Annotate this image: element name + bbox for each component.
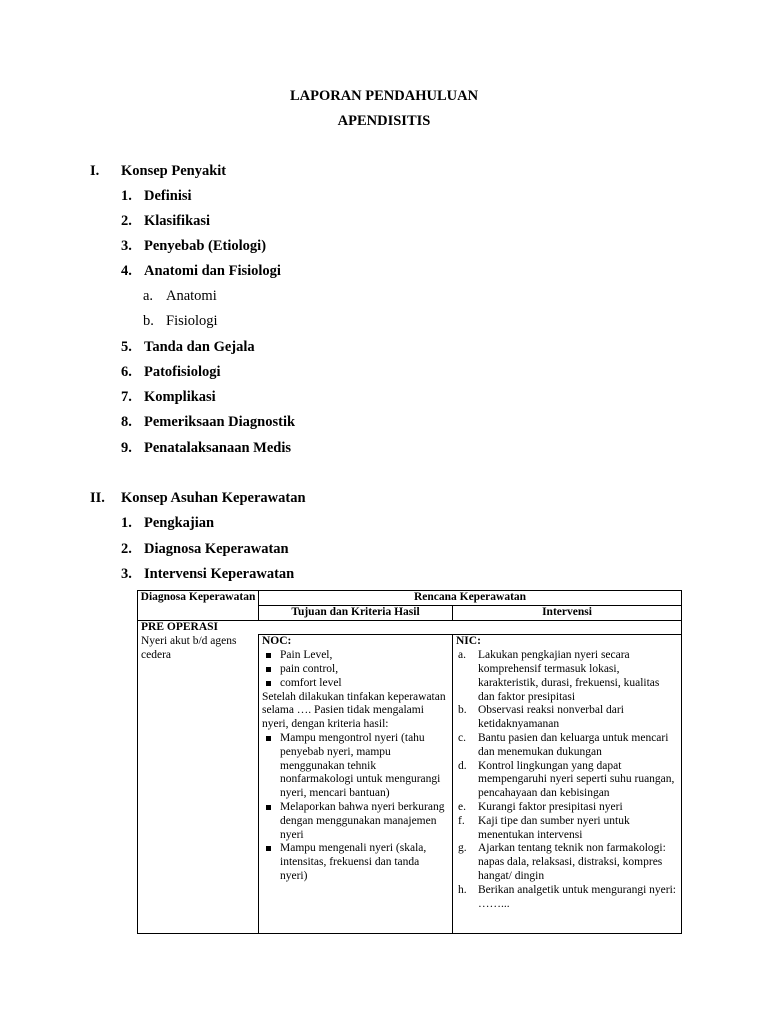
section-1-item: 9. Penatalaksanaan Medis [121, 440, 292, 456]
nic-item: g. Ajarkan tentang teknik non farmakologi: napas dala, relaksasi, distraksi, kompres hangat/ dingin [458, 842, 666, 882]
section-1-item: 2. Klasifikasi [121, 213, 211, 229]
section-1-item: 7. Komplikasi [121, 389, 216, 405]
criteria-item: Mampu mengenali nyeri (skala, intensitas, frekuensi dan tanda nyeri) [262, 842, 449, 883]
criteria-item: Melaporkan bahwa nyeri berkurang dengan menggunakan manajemen nyeri [262, 801, 449, 842]
section-2-title: Konsep Asuhan Keperawatan [121, 490, 306, 506]
header-intervensi: Intervensi [453, 605, 682, 620]
document-title: LAPORAN PENDAHULUAN [289, 88, 479, 104]
care-plan-table [137, 590, 682, 934]
header-tujuan: Tujuan dan Kriteria Hasil [259, 605, 453, 620]
section-1-numeral: I. [90, 163, 100, 179]
document-subtitle: APENDISITIS [337, 113, 431, 129]
criteria-list [262, 732, 449, 884]
header-diagnosa: Diagnosa Keperawatan [138, 591, 259, 621]
noc-text: Setelah dilakukan tinfakan keperawatan selama …. Pasien tidak mengalami nyeri, dengan kriteria hasil: [262, 690, 446, 731]
section-1-subitem: a. Anatomi [143, 288, 217, 304]
noc-list [262, 649, 449, 690]
nic-item: b. Observasi reaksi nonverbal dari ketidaknyamanan [458, 704, 624, 731]
nic-list [456, 649, 678, 911]
nic-item: e. Kurangi faktor presipitasi nyeri [458, 800, 623, 813]
diagnosis-cell [138, 635, 259, 934]
diagnosis-text: Nyeri akut b/d agens cedera [141, 634, 237, 661]
section-1-item: 3. Penyebab (Etiologi) [121, 238, 267, 254]
nic-item: h. Berikan analgetik untuk mengurangi nyeri: ……... [458, 883, 676, 910]
noc-cell [259, 635, 453, 934]
noc-item: pain control, [262, 663, 449, 677]
noc-label: NOC: [262, 635, 292, 648]
noc-item: comfort level [262, 677, 449, 691]
section-1-item: 5. Tanda dan Gejala [121, 339, 255, 355]
section-1-item: 8. Pemeriksaan Diagnostik [121, 414, 296, 430]
section-2-item: 2. Diagnosa Keperawatan [121, 541, 289, 557]
section-1-title: Konsep Penyakit [121, 163, 227, 179]
nic-item: d. Kontrol lingkungan yang dapat mempengaruhi nyeri seperti suhu ruangan, pencahayaan dan kebisingan [458, 759, 675, 800]
section-1-item: 4. Anatomi dan Fisiologi [121, 263, 281, 279]
header-rencana: Rencana Keperawatan [259, 591, 682, 606]
nic-cell [453, 635, 682, 934]
criteria-item: Mampu mengontrol nyeri (tahu penyebab nyeri, mampu menggunakan tehnik nonfarmakologi untuk mengurangi nyeri, mencari bantuan) [262, 732, 449, 801]
section-2-item: 1. Pengkajian [121, 515, 215, 531]
section-2-numeral: II. [90, 490, 105, 506]
section-1-item: 6. Patofisiologi [121, 364, 221, 380]
nic-label: NIC: [456, 635, 481, 648]
nic-item: c. Bantu pasien dan keluarga untuk mencari dan menemukan dukungan [458, 731, 669, 758]
noc-item: Pain Level, [262, 649, 449, 663]
nic-item: f. Kaji tipe dan sumber nyeri untuk menentukan intervensi [458, 814, 630, 841]
nic-item: a. Lakukan pengkajian nyeri secara komprehensif termasuk lokasi, karakteristik, durasi, frekuensi, kualitas dan faktor presipitasi [458, 649, 660, 703]
pre-operasi-label: PRE OPERASI [138, 620, 682, 635]
section-1-item: 1. Definisi [121, 188, 192, 204]
section-1-subitem: b. Fisiologi [143, 313, 218, 329]
section-2-item: 3. Intervensi Keperawatan [121, 566, 295, 582]
